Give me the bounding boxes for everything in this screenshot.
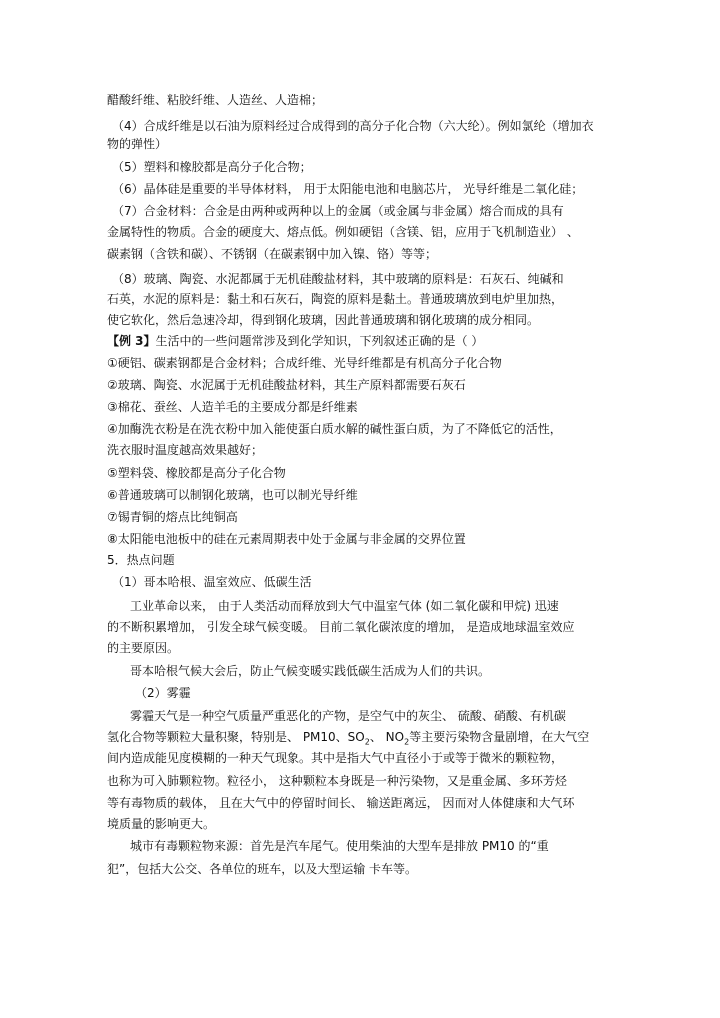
text-line: （7）合金材料：合金是由两种或两种以上的金属（或金属与非金属）熔合而成的具有 — [112, 204, 564, 218]
text-line: 的主要原因。 — [107, 641, 180, 655]
subsection-heading: （1）哥本哈根、温室效应、低碳生活 — [112, 575, 312, 589]
option-line: ④加酶洗衣粉是在洗衣粉中加入能使蛋白质水解的碱性蛋白质，为了不降低它的活性， — [107, 422, 562, 436]
text-line: 石英，水泥的原料是：黏土和石灰石，陶瓷的原料是黏土。普通玻璃放到电炉里加热， — [107, 292, 564, 306]
text-line: 金属特性的物质。合金的硬度大、熔点低。例如硬铝（含镁、铝，应用于飞机制造业） 、 — [107, 225, 579, 239]
text-line: 使它软化，然后急速冷却，得到钢化玻璃，因此普通玻璃和钢化玻璃的成分相同。 — [107, 313, 540, 327]
text-line: 境质量的影响更大。 — [107, 817, 216, 831]
text-line: 醋酸纤维、粘胶纤维、人造丝、人造棉； — [107, 93, 324, 107]
text-line: 犯”，包括大公交、各单位的班车，以及大型运输 卡车等。 — [107, 862, 418, 876]
example-text: 生活中的一些问题常涉及到化学知识，下列叙述正确的是（ ） — [155, 334, 484, 348]
text-line: 洗衣服时温度越高效果越好； — [107, 443, 264, 457]
text-line: 碳素钢（含铁和碳）、不锈钢（在碳素钢中加入镍、铬）等等； — [107, 247, 438, 261]
text-line: 物的弹性） — [107, 137, 168, 151]
text-line: 等有毒物质的载体， 且在大气中的停留时间长、 输送距离远， 因而对人体健康和大气环 — [107, 796, 575, 810]
option-line: ⑧太阳能电池板中的硅在元素周期表中处于金属与非金属的交界位置 — [107, 532, 466, 546]
option-line: ②玻璃、陶瓷、水泥属于无机硅酸盐材料，其生产原料都需要石灰石 — [107, 378, 466, 392]
text-fragment: 等主要污染物含量剧增，在大气空 — [409, 730, 590, 744]
text-line: （8）玻璃、陶瓷、水泥都属于无机硅酸盐材料，其中玻璃的原料是：石灰石、纯碱和 — [112, 272, 564, 286]
subscript: 2 — [364, 737, 370, 747]
option-line: ①硬铝、碳素钢都是合金材料；合成纤维、光导纤维都是有机高分子化合物 — [107, 356, 502, 370]
example-label: 【例 3】 — [107, 334, 156, 348]
text-fragment: 、 NO — [369, 730, 405, 744]
text-line: 的不断积累增加， 引发全球气候变暖。 目前二氧化碳浓度的增加， 是造成地球温室效应 — [107, 620, 575, 634]
text-line: 间内造成能见度模糊的一种天气现象。其中是指大气中直径小于或等于微米的颗粒物， — [107, 751, 564, 765]
text-line: （6）晶体硅是重要的半导体材料， 用于太阳能电池和电脑芯片， 光导纤维是二氧化硅； — [112, 182, 584, 196]
text-line: 哥本哈根气候大会后，防止气候变暖实践低碳生活成为人们的共识。 — [130, 664, 491, 678]
text-line: 雾霾天气是一种空气质量严重恶化的产物，是空气中的灰尘、 硫酸、硝酸、有机碳 — [130, 709, 566, 723]
text-fragment: 氢化合物等颗粒大量积聚，特别是、 PM10、SO — [107, 730, 365, 744]
subsection-heading: （2）雾霾 — [135, 686, 191, 700]
subscript: 2 — [404, 737, 410, 747]
option-line: ⑥普通玻璃可以制钢化玻璃，也可以制光导纤维 — [107, 488, 358, 502]
text-line: 工业革命以来， 由于人类活动而释放到大气中温室气体 (如二氧化碳和甲烷) 迅速 — [130, 599, 559, 613]
text-line: （5）塑料和橡胶都是高分子化合物； — [112, 160, 312, 174]
option-line: ⑤塑料袋、橡胶都是高分子化合物 — [107, 466, 286, 480]
text-line — [107, 729, 589, 745]
text-line: （4）合成纤维是以石油为原料经过合成得到的高分子化合物（六大纶）。例如氯纶（增加衣 — [112, 119, 594, 133]
example-question — [107, 333, 483, 349]
text-line: 也称为可入肺颗粒物。粒径小， 这种颗粒本身既是一种污染物，又是重金属、多环芳烃 — [107, 774, 567, 788]
option-line: ⑦锡青铜的熔点比纯铜高 — [107, 510, 238, 524]
text-line: 城市有毒颗粒物来源：首先是汽车尾气。使用柴油的大型车是排放 PM10 的“重 — [130, 839, 549, 853]
option-line: ③棉花、蚕丝、人造羊毛的主要成分都是纤维素 — [107, 400, 358, 414]
section-heading: 5．热点问题 — [107, 553, 175, 567]
